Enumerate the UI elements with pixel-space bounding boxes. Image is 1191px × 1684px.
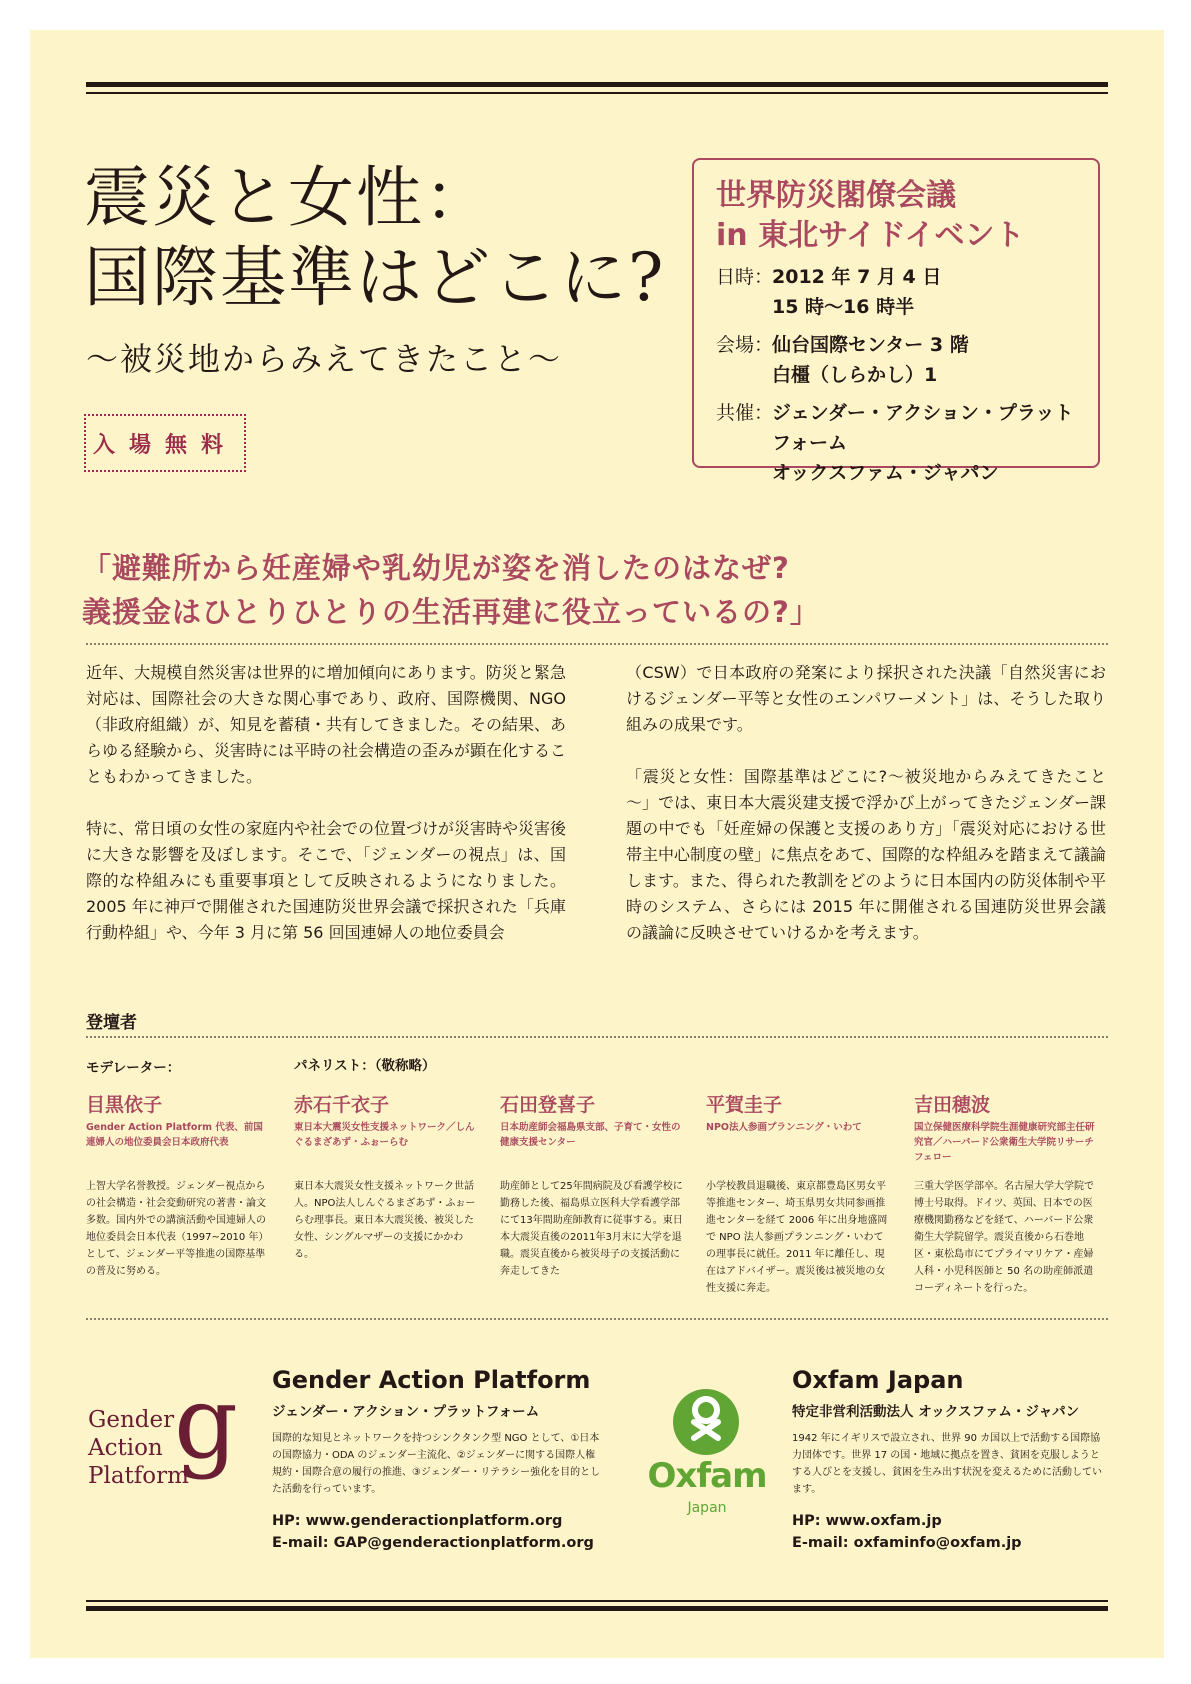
speaker-card xyxy=(294,1090,479,1263)
quote-line-2: 義援金はひとりひとりの生活再建に役立っているの?」 xyxy=(82,595,820,629)
gap-logo-letter: g xyxy=(174,1364,239,1481)
speaker-card xyxy=(914,1090,1099,1297)
oxfam-logo xyxy=(642,1388,772,1518)
speaker-bio: 三重大学医学部卒。名古屋大学大学院で博士号取得。ドイツ、英国、日本での医療機関勤務などを経て、ハーバード公衆衛生大学院留学。震災直後から石巻地区・東松島市にてプライマリケア・産婦人科・小児科医師と 50 名の助産師派遣コーディネートを行った。 xyxy=(914,1181,1094,1294)
speaker-bio: 東日本大震災女性支援ネットワーク世話人。NPO法人しんぐるまざあず・ふぉーらむ理事長。東日本大震災後、被災した女性、シングルマザーの支援にかかわる。 xyxy=(294,1181,476,1260)
speakers-divider xyxy=(86,1036,1108,1038)
speaker-card xyxy=(500,1090,685,1280)
footer-divider xyxy=(86,1318,1108,1320)
admission-label: 入場無料 xyxy=(92,432,237,458)
oxfam-emblem-icon xyxy=(672,1388,740,1456)
body-paragraph-3: （CSW）で日本政府の発案により採択された決議「自然災害におけるジェンダー平等と女性のエンパワーメント」は、そうした取り組みの成果です。 xyxy=(626,663,1106,734)
event-venue xyxy=(716,330,1086,390)
title-line-2: 国際基準はどこに? xyxy=(84,239,666,316)
panelist-label: パネリスト：（敬称略） xyxy=(294,1058,436,1074)
venue-label: 会場： xyxy=(716,334,774,356)
host-value-1: ジェンダー・アクション・プラットフォーム xyxy=(772,402,1074,454)
event-info-box xyxy=(692,158,1100,484)
gap-logo xyxy=(88,1364,258,1522)
body-column-right xyxy=(626,660,1106,972)
date-value: 2012 年 7 月 4 日 xyxy=(772,266,942,288)
oxfam-name: Oxfam Japan xyxy=(792,1366,964,1394)
speaker-name: 目黒依子 xyxy=(86,1094,163,1116)
speaker-card xyxy=(86,1090,271,1280)
flyer-page xyxy=(30,30,1164,1658)
event-host xyxy=(716,398,1086,488)
gap-email-link[interactable]: E-mail: GAP@genderactionplatform.org xyxy=(272,1535,594,1551)
date-label: 日時： xyxy=(716,266,774,288)
gap-name: Gender Action Platform xyxy=(272,1366,591,1394)
title-line-1: 震災と女性： xyxy=(84,159,492,236)
speaker-name: 吉田穂波 xyxy=(914,1094,991,1116)
speaker-affiliation: 国立保健医療科学院生涯健康研究部主任研究官／ハーバード公衆衛生大学院リサーチフェロー xyxy=(914,1122,1095,1163)
host-value-2: オックスファム・ジャパン xyxy=(772,462,999,484)
gap-name-ja: ジェンダー・アクション・プラットフォーム xyxy=(272,1404,540,1420)
event-details xyxy=(716,262,1086,488)
top-rule-thin xyxy=(86,92,1108,94)
oxfam-homepage-link[interactable]: HP: www.oxfam.jp xyxy=(792,1513,942,1529)
oxfam-email-link[interactable]: E-mail: oxfaminfo@oxfam.jp xyxy=(792,1535,1022,1551)
headline-quote xyxy=(82,546,1102,634)
oxfam-logo-word: Oxfam xyxy=(647,1456,767,1496)
speakers-heading: 登壇者 xyxy=(86,1013,137,1033)
gap-homepage-link[interactable]: HP: www.genderactionplatform.org xyxy=(272,1513,563,1529)
divider xyxy=(86,643,1108,645)
gap-logo-line-3: Platform xyxy=(88,1463,189,1489)
bottom-rule-thick xyxy=(86,1606,1108,1611)
top-rule-thick xyxy=(86,82,1108,87)
speaker-bio: 助産師として25年間病院及び看護学校に勤務した後、福島県立医科大学看護学部にて13年間助産師教育に従事する。東日本大震災直後の2011年3月末に大学を退職。震災直後から被災母子の支援活動に奔走してきた xyxy=(500,1181,683,1277)
gap-logo-line-2: Action xyxy=(88,1435,163,1461)
speaker-name: 赤石千衣子 xyxy=(294,1094,390,1116)
body-paragraph-2: 特に、常日頃の女性の家庭内や社会での位置づけが災害時や災害後に大きな影響を及ぼします。そこで、「ジェンダーの視点」は、国際的な枠組みにも重要事項として反映されるようになりました。2005 年に神戸で開催された国連防災世界会議で採択された「兵庫行動枠組」や、今年 3 月に第 56 回国連婦人の地位委員会 xyxy=(86,819,567,942)
event-date xyxy=(716,262,1086,322)
gap-description: 国際的な知見とネットワークを持つシンクタンク型 NGO として、①日本の国際協力・ODA のジェンダー主流化、②ジェンダーに関する国際人権規約・国際合意の履行の推進、③ジェンダー・リテラシー強化を目的とした活動を行っています。 xyxy=(272,1433,601,1495)
time-value: 15 時～16 時半 xyxy=(772,296,915,318)
subtitle: ～被災地からみえてきたこと～ xyxy=(86,340,563,378)
host-label: 共催： xyxy=(716,402,774,424)
event-title xyxy=(716,176,1025,256)
body-column-left xyxy=(86,660,566,972)
quote-line-1: 「避難所から妊産婦や乳幼児が姿を消したのはなぜ? xyxy=(82,551,790,585)
speaker-affiliation: 東日本大震災女性支援ネットワーク／しんぐるまざあず・ふぉーらむ xyxy=(294,1122,475,1148)
oxfam-info xyxy=(792,1366,1102,1554)
event-title-line-1: 世界防災閣僚会議 xyxy=(716,178,956,213)
gap-info xyxy=(272,1366,602,1554)
speaker-bio: 小学校教員退職後、東京都豊島区男女平等推進センター、埼玉県男女共同参画推進センターを経て 2006 年に出身地盛岡で NPO 法人参画プランニング・いわての理事長に就任。2011 年に離任し、現在はアドバイザー。震災後は被災地の女性支援に奔走。 xyxy=(706,1181,888,1294)
speaker-affiliation: 日本助産師会福島県支部、子育て・女性の健康支援センター xyxy=(500,1122,681,1148)
speaker-name: 石田登喜子 xyxy=(500,1094,596,1116)
oxfam-name-ja: 特定非営利活動法人 オックスファム・ジャパン xyxy=(792,1404,1080,1420)
venue-room: 白橿（しらかし）1 xyxy=(772,364,938,386)
event-title-line-2: in 東北サイドイベント xyxy=(716,218,1025,253)
speaker-card xyxy=(706,1090,891,1297)
gap-logo-line-1: Gender xyxy=(88,1407,175,1433)
oxfam-logo-japan: Japan xyxy=(687,1500,727,1516)
speaker-affiliation: NPO法人参画プランニング・いわて xyxy=(706,1122,862,1133)
body-paragraph-1: 近年、大規模自然災害は世界的に増加傾向にあります。防災と緊急対応は、国際社会の大きな関心事であり、政府、国際機関、NGO（非政府組織）が、知見を蓄積・共有してきました。その結果、あらゆる経験から、災害時には平時の社会構造の歪みが顕在化することもわかってきました。 xyxy=(86,663,567,786)
speaker-bio: 上智大学名誉教授。ジェンダー視点からの社会構造・社会変動研究の著書・論文多数。国内外での講演活動や国連婦人の地位委員会日本代表（1997~2010 年）として、ジェンダー平等推進の国際基準の普及に努める。 xyxy=(86,1181,269,1277)
moderator-label: モデレーター： xyxy=(86,1060,181,1076)
venue-value: 仙台国際センター 3 階 xyxy=(772,334,969,356)
oxfam-description: 1942 年にイギリスで設立され、世界 90 カ国以上で活動する国際協力団体です。世界 17 の国・地域に拠点を置き、貧困を克服しようとする人びとを支援し、貧困を生み出す状況を変えるために活動しています。 xyxy=(792,1433,1102,1495)
admission-free-badge xyxy=(84,414,246,472)
speaker-name: 平賀圭子 xyxy=(706,1094,783,1116)
main-title xyxy=(84,158,684,318)
body-paragraph-4: 「震災と女性：国際基準はどこに?～被災地からみえてきたこと～」では、東日本大震災建支援で浮かび上がってきたジェンダー課題の中でも「妊産婦の保護と支援のあり方」「震災対応における世帯主中心制度の壁」に焦点をあて、国際的な枠組みを踏まえて議論します。また、得られた教訓をどのように日本国内の防災体制や平時のシステム、さらには 2015 年に開催される国連防災世界会議の議論に反映させていけるかを考えます。 xyxy=(626,767,1106,942)
bottom-rule-thin xyxy=(86,1600,1108,1602)
speaker-affiliation: Gender Action Platform 代表、前国連婦人の地位委員会日本政府代表 xyxy=(86,1122,263,1148)
